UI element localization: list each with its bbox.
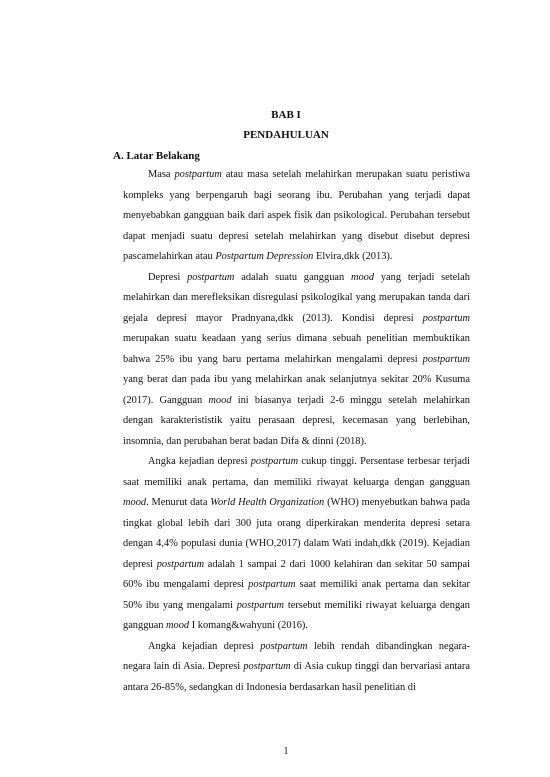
paragraph: [123, 452, 470, 637]
text-run: Elvira,dkk (2013).: [313, 251, 393, 262]
text-run: atau masa setelah melahirkan merupakan suatu peristiwa kompleks yang berpengaruh bagi seorang ibu. Perubahan yang terjadi dapat menyebabkan gangguan baik dari aspek fisik dan psikological. Perubahan tersebut dapat menjadi suatu depresi setelah melahirkan yang disebut disebut depresi pascamelahirkan atau: [123, 169, 471, 262]
italic-run: postpartum: [187, 271, 235, 283]
text-run: saat memiliki anak pertama dan sekitar 50% ibu yang mengalami: [123, 579, 470, 611]
text-run: tersebut memiliki riwayat keluarga dengan gangguan: [123, 599, 470, 631]
italic-run: Postpartum Depression: [215, 251, 314, 262]
paragraph: [123, 165, 470, 268]
text-run: lebih rendah dibandingkan negara-negara lain di Asia. Depresi: [123, 640, 470, 672]
paragraph: [123, 268, 470, 453]
text-run: Masa: [148, 169, 175, 180]
text-run: . Menurut data: [146, 497, 211, 508]
paragraph: [123, 637, 470, 699]
text-run: cukup tinggi. Persentase terbesar terjadi saat memiliki anak pertama, dan memiliki riwayat keluarga dengan gangguan: [123, 456, 470, 488]
text-run: adalah 1 sampai 2 dari 1000 kelahiran dan sekitar 50 sampai 60% ibu mengalami depresi: [123, 558, 471, 590]
italic-run: postpartum: [248, 579, 296, 590]
text-run: Angka kejadian depresi: [148, 456, 251, 467]
page-number: 1: [283, 746, 289, 757]
text-run: yang berat dan pada ibu yang melahirkan anak selanjutnya sekitar 20% Kusuma (2017). Gangguan: [123, 374, 470, 406]
italic-run: postpartum: [250, 456, 299, 467]
text-run: di Asia cukup tinggi dan bervariasi antara antara 26-85%, sedangkan di Indonesia berdasarkan hasil penelitian di: [123, 661, 470, 693]
italic-run: mood: [123, 497, 147, 508]
text-run: yang terjadi setelah melahirkan dan merefleksikan disregulasi psikologikal yang merupakan tanda dari gejala depresi mayor Pradnyana,dkk (2013). Kondisi depresi: [123, 271, 470, 324]
italic-run: mood: [166, 620, 190, 631]
italic-run: postpartum: [236, 599, 285, 611]
text-run: I komang&wahyuni (2016).: [189, 620, 308, 631]
italic-run: postpartum: [174, 169, 222, 180]
body-text: [123, 165, 470, 698]
italic-run: mood: [208, 394, 232, 406]
italic-run: mood: [350, 271, 375, 283]
italic-run: postpartum: [243, 661, 291, 672]
italic-run: postpartum: [422, 312, 470, 324]
text-run: Depresi: [148, 271, 188, 283]
italic-run: postpartum: [422, 353, 470, 365]
italic-run: postpartum: [260, 640, 308, 652]
italic-run: postpartum: [156, 558, 205, 570]
chapter-heading: BAB I: [271, 109, 301, 121]
chapter-title: PENDAHULUAN: [243, 129, 329, 141]
text-run: merupakan suatu keadaan yang serius dimana sebuah penelitian membuktikan bahwa 25% ibu yang baru pertama melahirkan mengalami depresi: [123, 333, 470, 365]
italic-run: World Health Organization: [210, 497, 325, 508]
section-heading: A. Latar Belakang: [113, 150, 200, 162]
text-run: ini biasanya terjadi 2-6 minggu setelah melahirkan dengan karakterististik yaitu perasaan depresi, kecemasan yang berlebihan, insomnia, dan perubahan berat badan Difa & dinni (2018).: [123, 394, 471, 447]
text-run: adalah suatu gangguan: [234, 271, 351, 283]
text-run: (WHO) menyebutkan bahwa pada tingkat global lebih dari 300 juta orang diperkirakan menderita depresi setara dengan 4,4% populasi dunia (WHO,2017) dalam Wati indah,dkk (2019). Kejadian depresi: [123, 497, 471, 570]
text-run: Angka kejadian depresi: [148, 640, 261, 652]
